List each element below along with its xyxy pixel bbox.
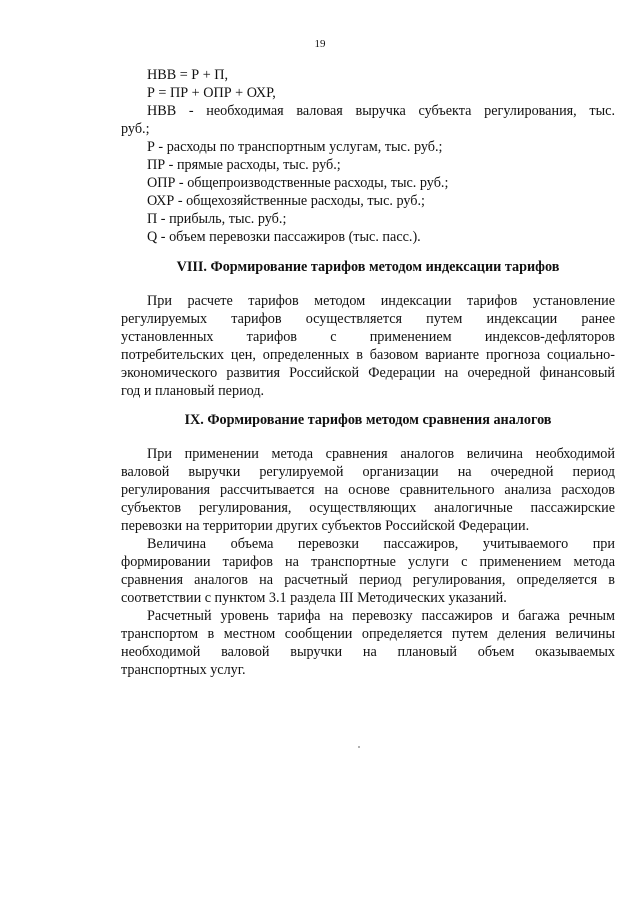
formula-nvv: НВВ = Р + П, — [147, 67, 229, 83]
definition-ohr: ОХР - общехозяйственные расходы, тыс. руб.; — [147, 193, 426, 209]
definition-opr: ОПР - общепроизводственные расходы, тыс. руб.; — [147, 175, 449, 191]
definition-nvv: НВВ - необходимая валовая выручка субъекта регулирования, тыс. — [147, 103, 615, 119]
section-9-heading: IX. Формирование тарифов методом сравнения аналогов — [184, 412, 552, 428]
paragraph-line: валовой выручки регулируемой организации на очередной период — [121, 464, 615, 480]
formula-r: Р = ПР + ОПР + ОХР, — [147, 85, 276, 101]
paragraph-line: Расчетный уровень тарифа на перевозку пассажиров и багажа речным — [147, 608, 615, 624]
paragraph-line: установленных тарифов с применением индексов-дефляторов — [121, 329, 615, 345]
paragraph-line: необходимой валовой выручки на плановый объем оказываемых — [121, 644, 615, 660]
formulas-block — [121, 66, 615, 246]
definition-q: Q - объем перевозки пассажиров (тыс. пасс.). — [147, 229, 421, 245]
paragraph-line: При применении метода сравнения аналогов величина необходимой — [147, 446, 615, 462]
section-8-paragraph — [121, 292, 615, 400]
section-8-heading: VIII. Формирование тарифов методом индексации тарифов — [176, 259, 560, 275]
section-9-paragraph-3 — [121, 607, 615, 679]
paragraph-line: Величина объема перевозки пассажиров, учитываемого при — [147, 536, 615, 552]
paragraph-line: субъектов регулирования, осуществляющих аналогичные пассажирские — [121, 500, 615, 516]
paragraph-line: При расчете тарифов методом индексации тарифов установление — [147, 293, 615, 309]
paragraph-line: регулируемых тарифов осуществляется путем индексации ранее — [121, 311, 615, 327]
paragraph-line: формировании тарифов на транспортные услуги с применением метода — [121, 554, 615, 570]
paragraph-line: транспортом в местном сообщении определяется путем деления величины — [121, 626, 615, 642]
definition-r: Р - расходы по транспортным услугам, тыс. руб.; — [147, 139, 443, 155]
section-9-paragraph-2 — [121, 535, 615, 607]
paragraph-line: транспортных услуг. — [121, 662, 246, 678]
section-9-paragraph-1 — [121, 445, 615, 535]
paragraph-line: потребительских цен, определенных в базовом варианте прогноза социально- — [121, 347, 615, 363]
paragraph-line: сравнения аналогов на расчетный период регулирования, определяется в — [121, 572, 615, 588]
paragraph-line: экономического развития Российской Федерации на очередной финансовый — [121, 365, 615, 381]
paragraph-line: год и плановый период. — [121, 383, 265, 399]
paragraph-line: перевозки на территории других субъектов Российской Федерации. — [121, 518, 530, 534]
paragraph-line: соответствии с пунктом 3.1 раздела III Методических указаний. — [121, 590, 507, 606]
scan-speck — [358, 746, 360, 748]
definition-nvv-cont: руб.; — [121, 121, 150, 137]
definition-p: П - прибыль, тыс. руб.; — [147, 211, 287, 227]
definition-pr: ПР - прямые расходы, тыс. руб.; — [147, 157, 341, 173]
paragraph-line: регулирования рассчитывается на основе сравнительного анализа расходов — [121, 482, 615, 498]
page-number: 19 — [314, 38, 326, 50]
